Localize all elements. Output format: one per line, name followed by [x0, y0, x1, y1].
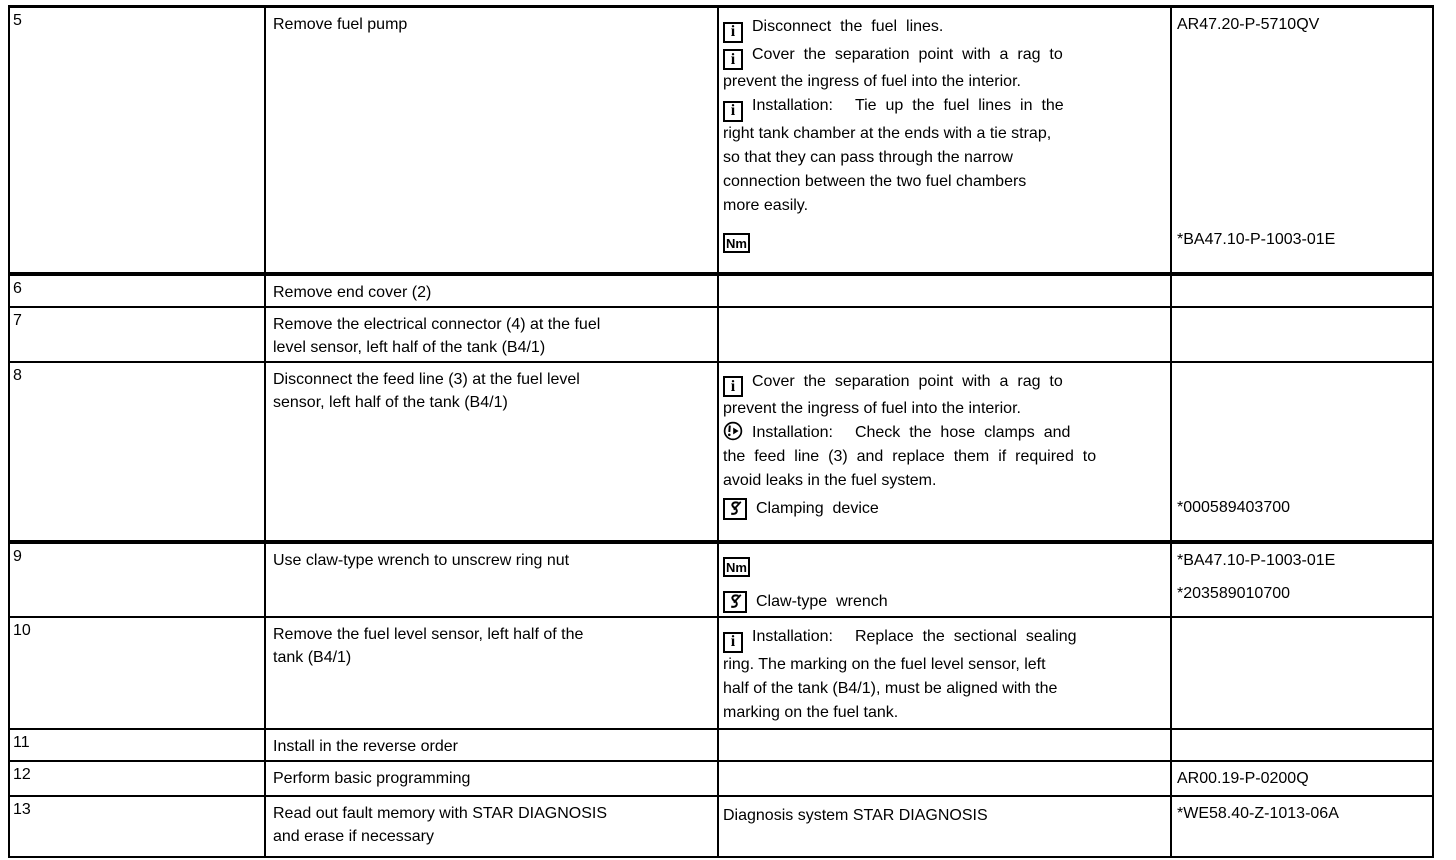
doc-reference: *WE58.40-Z-1013-06A [1177, 805, 1339, 822]
note-text: Cover the separation point with a rag to [752, 45, 1063, 63]
table-row [9, 274, 1433, 307]
note-text: Diagnosis system STAR DIAGNOSIS [723, 807, 988, 824]
action-line: Remove end cover (2) [273, 283, 432, 301]
step-cell [9, 307, 265, 362]
step-cell [9, 362, 265, 542]
reference-cell [1171, 542, 1433, 618]
procedure-table [8, 5, 1434, 858]
note-text: right tank chamber at the ends with a tie strap, [723, 124, 1052, 142]
note-text: the feed line (3) and replace them if required to [723, 448, 1097, 465]
note-text: Replace the sectional sealing [854, 628, 1077, 645]
action-text [273, 368, 580, 414]
step-cell [9, 729, 265, 761]
page [8, 5, 1434, 858]
action-cell [265, 7, 718, 274]
action-text [273, 13, 407, 36]
doc-reference: *BA47.10-P-1003-01E [1177, 231, 1336, 248]
step-number: 8 [13, 366, 22, 384]
notes-cell [718, 274, 1171, 307]
info-icon-glyph: i [730, 377, 736, 395]
reference-cell [1171, 617, 1433, 729]
table-row [9, 362, 1433, 542]
table-row [9, 7, 1433, 274]
action-text [273, 802, 607, 848]
note-text: Tie up the fuel lines in the [854, 97, 1064, 114]
action-line: Remove the fuel level sensor, left half of the [273, 626, 584, 643]
note [723, 15, 943, 43]
reference-cell [1171, 729, 1433, 761]
action-cell [265, 729, 718, 761]
action-line: Remove the electrical connector (4) at the fuel [273, 315, 601, 333]
action-line: Read out fault memory with STAR DIAGNOSIS [273, 805, 608, 822]
doc-reference: *000589403700 [1177, 498, 1291, 516]
action-text [273, 767, 470, 790]
note-text: ring. The marking on the fuel level sensor, left [723, 655, 1046, 673]
doc-reference: AR00.19-P-0200Q [1177, 770, 1309, 787]
note-text: Disconnect the fuel lines. [752, 18, 944, 35]
info-icon [723, 22, 743, 43]
notes-cell [718, 542, 1171, 618]
notes-cell [718, 7, 1171, 274]
step-cell [9, 617, 265, 729]
note-label: Installation: [752, 628, 833, 645]
note-text: Claw-type wrench [756, 593, 888, 610]
table-row [9, 617, 1433, 729]
reference-cell [1171, 274, 1433, 307]
action-line: level sensor, left half of the tank (B4/1) [273, 338, 546, 356]
action-line: sensor, left half of the tank (B4/1) [273, 393, 508, 411]
procedure-table-body [9, 7, 1433, 858]
notes-cell [718, 362, 1171, 542]
action-line: tank (B4/1) [273, 649, 352, 666]
action-cell [265, 761, 718, 796]
info-icon [723, 632, 743, 653]
action-line: Use claw-type wrench to unscrew ring nut [273, 551, 570, 569]
reference-cell [1171, 761, 1433, 796]
note-text: so that they can pass through the narrow [723, 148, 1013, 166]
note-text: Cover the separation point with a rag to [752, 372, 1063, 390]
step-cell [9, 761, 265, 796]
note [723, 551, 759, 578]
action-text [273, 313, 600, 359]
table-row [9, 796, 1433, 857]
torque-nm-icon [723, 557, 750, 577]
action-cell [265, 274, 718, 307]
action-cell [265, 796, 718, 857]
reference-cell [1171, 7, 1433, 274]
notes-cell [718, 617, 1171, 729]
info-icon [723, 49, 743, 70]
note-text: avoid leaks in the fuel system. [723, 472, 937, 489]
action-line: Perform basic programming [273, 770, 471, 787]
action-text [273, 281, 431, 304]
step-cell [9, 274, 265, 307]
action-line: and erase if necessary [273, 828, 434, 845]
note-text: marking on the fuel tank. [723, 703, 899, 721]
note [723, 625, 1077, 725]
note-label: Installation: [752, 97, 833, 114]
note-text: connection between the two fuel chambers [723, 172, 1027, 190]
nm-icon-glyph: Nm [726, 235, 747, 251]
info-icon-glyph: i [730, 50, 736, 68]
step-number: 6 [13, 279, 22, 297]
action-text [273, 623, 583, 669]
step-cell [9, 7, 265, 274]
step-number: 7 [13, 311, 22, 329]
doc-reference: *BA47.10-P-1003-01E [1177, 551, 1336, 569]
note [723, 43, 1063, 95]
info-icon [723, 101, 743, 122]
note-text: half of the tank (B4/1), must be aligned with the [723, 679, 1058, 697]
doc-reference: *203589010700 [1177, 584, 1291, 602]
action-line: Install in the reverse order [273, 738, 458, 755]
step-cell [9, 796, 265, 857]
note [723, 804, 988, 828]
note-text: prevent the ingress of fuel into the interior. [723, 73, 1021, 90]
notes-cell [718, 761, 1171, 796]
step-number: 5 [13, 12, 22, 29]
table-row [9, 542, 1433, 618]
table-row [9, 729, 1433, 761]
nm-icon-glyph: Nm [726, 559, 747, 575]
action-text [273, 549, 569, 572]
note-text: prevent the ingress of fuel into the interior. [723, 400, 1021, 417]
note-label: Installation: [752, 424, 833, 441]
doc-reference: AR47.20-P-5710QV [1177, 16, 1320, 33]
info-icon-glyph: i [730, 23, 736, 40]
action-text [273, 735, 458, 758]
note [723, 421, 1096, 493]
step-number: 13 [13, 801, 31, 818]
installation-note-icon [723, 421, 743, 441]
note [723, 94, 1064, 218]
step-cell [9, 542, 265, 618]
torque-nm-icon [723, 233, 750, 253]
notes-cell [718, 729, 1171, 761]
special-tool-icon [723, 498, 747, 520]
note-text: more easily. [723, 196, 809, 214]
action-cell [265, 307, 718, 362]
note [723, 370, 1063, 422]
info-icon [723, 376, 743, 397]
action-cell [265, 617, 718, 729]
step-number: 12 [13, 766, 31, 783]
notes-cell [718, 307, 1171, 362]
special-tool-icon [723, 591, 747, 613]
action-cell [265, 542, 718, 618]
step-number: 11 [13, 734, 30, 751]
reference-cell [1171, 796, 1433, 857]
note [723, 227, 759, 260]
note-text: Clamping device [756, 499, 879, 517]
reference-cell [1171, 362, 1433, 542]
step-number: 10 [13, 622, 31, 639]
action-line: Remove fuel pump [273, 16, 408, 33]
info-icon-glyph: i [730, 102, 736, 119]
reference-cell [1171, 307, 1433, 362]
note-text: Check the hose clamps and [854, 424, 1071, 441]
note [723, 497, 879, 527]
info-icon-glyph: i [730, 633, 736, 650]
action-line: Disconnect the feed line (3) at the fuel level [273, 370, 580, 388]
notes-cell [718, 796, 1171, 857]
table-row [9, 307, 1433, 362]
note [723, 590, 888, 614]
action-cell [265, 362, 718, 542]
table-row [9, 761, 1433, 796]
step-number: 9 [13, 547, 22, 565]
